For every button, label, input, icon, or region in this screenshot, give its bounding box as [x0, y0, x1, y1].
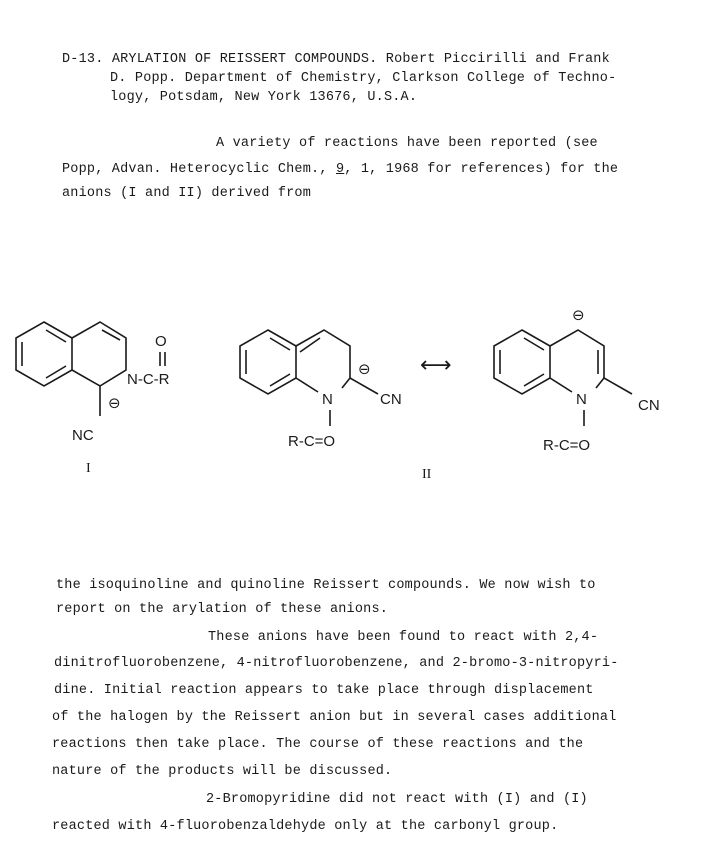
body-p1-line2: report on the arylation of these anions.	[56, 602, 389, 617]
intro-line3: anions (I and II) derived from	[62, 186, 312, 201]
compound-i-heteroring	[72, 322, 126, 386]
abstract-code: D-13. ARYLATION OF REISSERT COMPOUNDS. Robert Piccirilli and Frank	[62, 52, 610, 67]
volume-number: 9	[335, 162, 345, 177]
reissert-structures	[0, 300, 704, 500]
compound-ii-a-cn: CN	[380, 391, 402, 408]
body-p2-line4: of the halogen by the Reissert anion but in several cases additional	[52, 710, 617, 725]
compound-i-benzene-ring	[16, 322, 72, 386]
compound-ii-a-benzene-ring	[240, 330, 296, 394]
compound-ii-b-charge: ⊖	[572, 307, 585, 324]
compound-i-nc: NC	[72, 427, 94, 444]
body-p2-line5: reactions then take place. The course of these reactions and the	[52, 737, 584, 752]
body-p2-line1: These anions have been found to react with 2,4-	[208, 630, 599, 645]
body-p2-line3: dine. Initial reaction appears to take place through displacement	[54, 683, 594, 698]
compound-ii-b-heteroring	[550, 330, 604, 378]
body-p3-line2: reacted with 4-fluorobenzaldehyde only at the carbonyl group.	[52, 819, 559, 834]
compound-ii-a-acyl: R-C=O	[288, 433, 336, 450]
compound-i-label: I	[86, 461, 91, 476]
compound-ii-a-charge: ⊖	[358, 361, 371, 378]
body-p2-line6: nature of the products will be discussed.	[52, 764, 393, 779]
body-p1-line1: the isoquinoline and quinoline Reissert compounds. We now wish to	[56, 578, 596, 593]
compound-ii-a-structure	[240, 330, 402, 450]
abstract-authors-line2: D. Popp. Department of Chemistry, Clarkson College of Techno-	[110, 71, 617, 86]
intro-line1: A variety of reactions have been reported (see	[216, 136, 598, 151]
resonance-arrow: ⟷	[420, 352, 452, 377]
compound-ii-a-heteroring	[296, 330, 350, 378]
compound-i-n-acyl: N-C-R	[127, 371, 170, 388]
compound-ii-b-acyl: R-C=O	[543, 437, 591, 454]
compound-ii-b-nitrogen: N	[576, 391, 587, 408]
body-p2-line2: dinitrofluorobenzene, 4-nitrofluorobenzene, and 2-bromo-3-nitropyri-	[54, 656, 619, 671]
intro-line2: Popp, Advan. Heterocyclic Chem., 9, 1, 1968 for references) for the	[62, 162, 619, 177]
compound-ii-label: II	[422, 467, 432, 482]
compound-ii-b-structure	[494, 307, 660, 454]
compound-ii-b-benzene-ring	[494, 330, 550, 394]
compound-i-charge: ⊖	[108, 395, 121, 412]
body-p3-line1: 2-Bromopyridine did not react with (I) and (I)	[206, 792, 588, 807]
compound-i-oxygen: O	[155, 333, 167, 350]
compound-ii-b-cn: CN	[638, 397, 660, 414]
compound-i-structure	[16, 322, 170, 476]
compound-ii-a-nitrogen: N	[322, 391, 333, 408]
abstract-affiliation-line3: logy, Potsdam, New York 13676, U.S.A.	[110, 90, 418, 105]
abstract-title-line1: ARYLATION OF REISSERT COMPOUNDS. Robert Piccirilli and Frank	[111, 52, 610, 67]
